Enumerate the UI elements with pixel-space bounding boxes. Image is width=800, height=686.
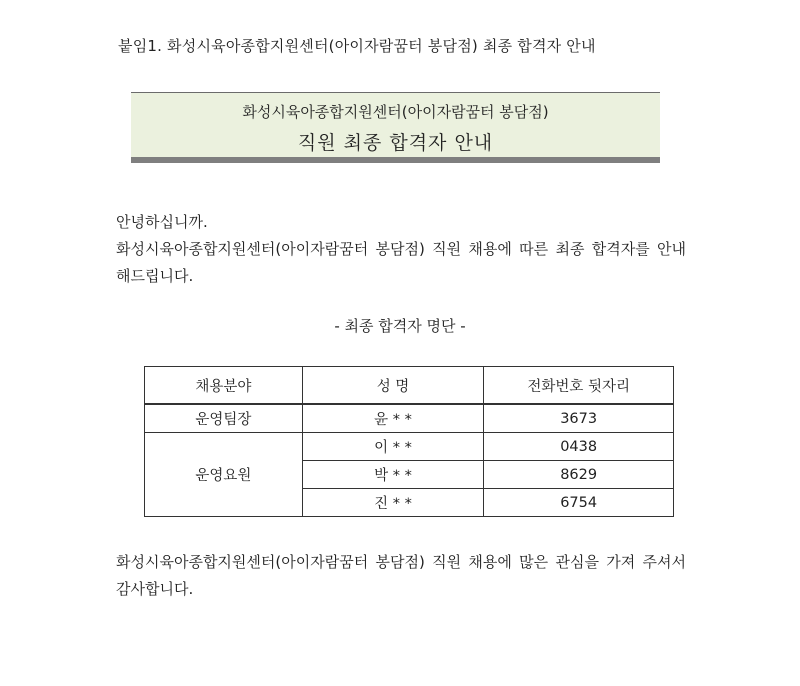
header-organization: 화성시육아종합지원센터(아이자람꿈터 봉담점) (242, 103, 549, 121)
header-phone: 전화번호 뒷자리 (484, 367, 674, 405)
phone-cell: 8629 (484, 461, 674, 489)
header-field: 채용분야 (145, 367, 303, 405)
attachment-title: 붙임1. 화성시육아종합지원센터(아이자람꿈터 봉담점) 최종 합격자 안내 (118, 37, 596, 55)
closing-paragraph: 화성시육아종합지원센터(아이자람꿈터 봉담점) 직원 채용에 많은 관심을 가져 주셔서 감사합니다. (116, 553, 686, 598)
phone-cell: 6754 (484, 489, 674, 517)
intro-paragraph: 화성시육아종합지원센터(아이자람꿈터 봉담점) 직원 채용에 따른 최종 합격자를 안내해드립니다. (116, 240, 686, 285)
phone-cell: 3673 (484, 404, 674, 433)
field-cell: 운영요원 (145, 433, 303, 517)
phone-cell: 0438 (484, 433, 674, 461)
greeting-text: 안녕하십니까. (116, 213, 208, 231)
table-row (145, 433, 674, 461)
name-cell: 진 * * (302, 489, 484, 517)
name-cell: 이 * * (302, 433, 484, 461)
header-title: 직원 최종 합격자 안내 (297, 132, 494, 154)
name-cell: 박 * * (302, 461, 484, 489)
table-header-row (145, 367, 674, 405)
list-title: - 최종 합격자 명단 - (334, 317, 466, 335)
document-header (131, 92, 660, 163)
header-name: 성 명 (302, 367, 484, 405)
name-cell: 윤 * * (302, 404, 484, 433)
result-table (144, 366, 674, 517)
field-cell: 운영팀장 (145, 404, 303, 433)
table-row (145, 404, 674, 433)
